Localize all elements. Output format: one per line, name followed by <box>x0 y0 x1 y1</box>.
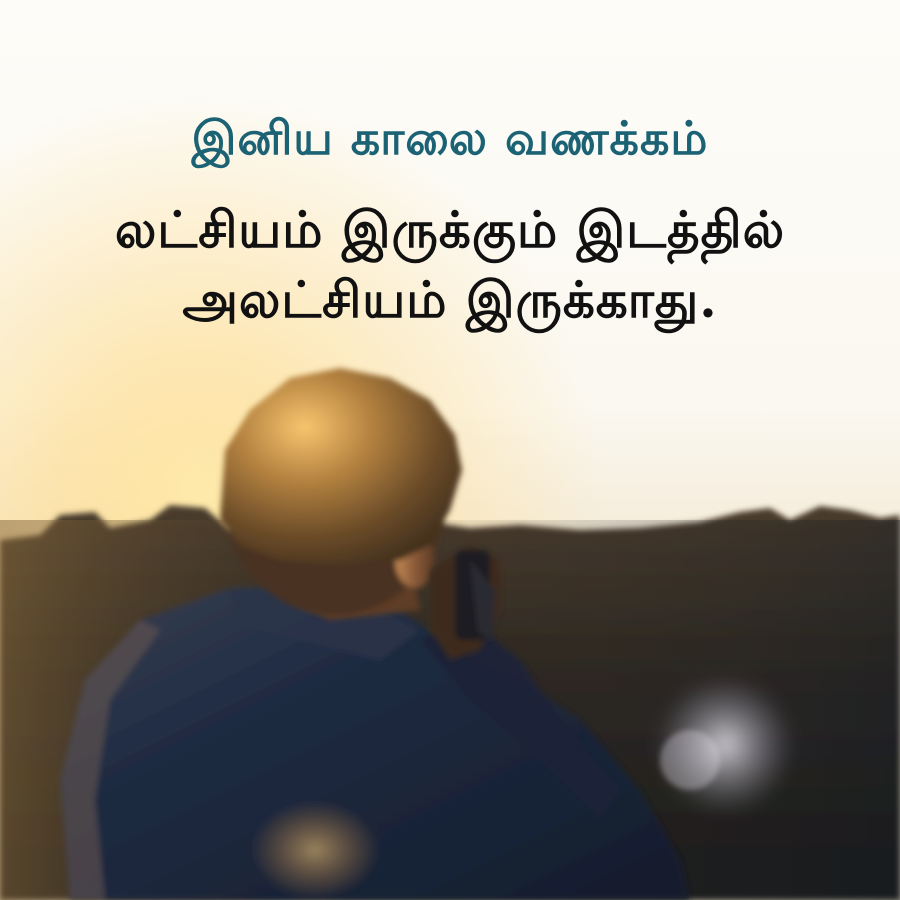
greeting-heading: இனிய காலை வணக்கம் <box>191 111 709 165</box>
quote-line-1: லட்சியம் இருக்கும் இடத்தில் <box>114 200 786 259</box>
quote-line-2: அலட்சியம் இருக்காது. <box>182 270 718 329</box>
